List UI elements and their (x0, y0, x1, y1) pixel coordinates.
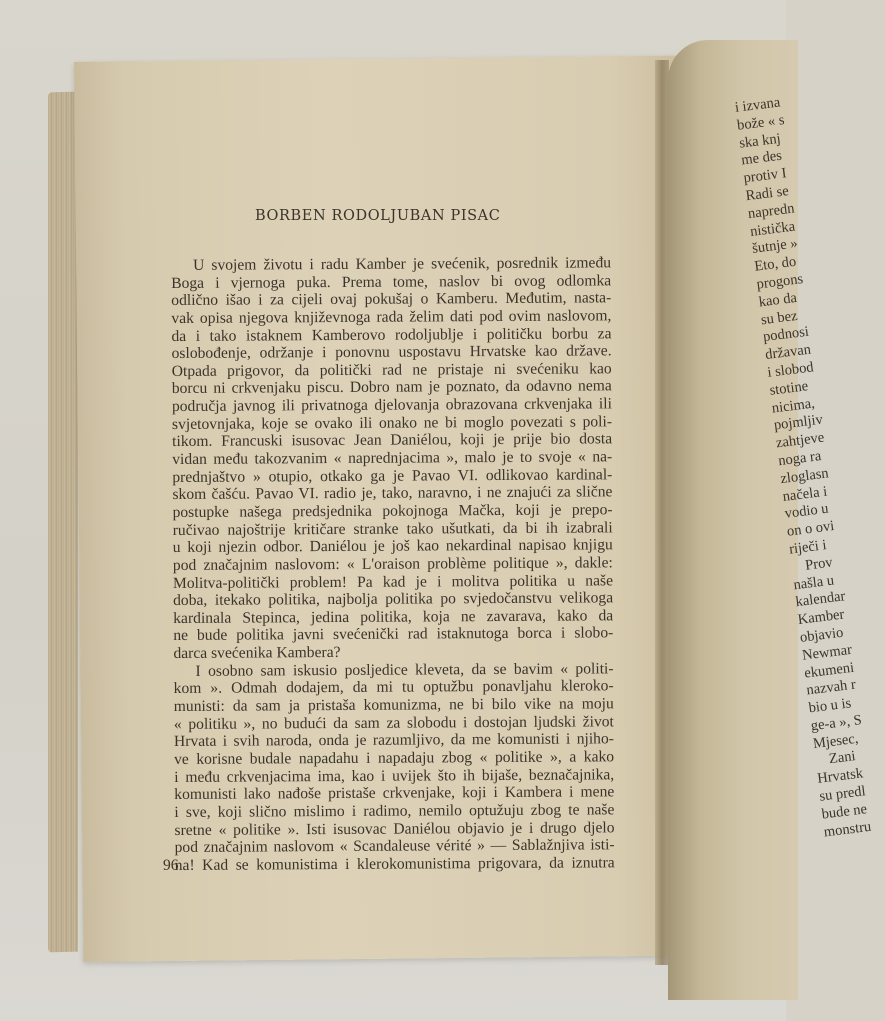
text-line: « politiku », no budući da sam za slobodu i dostojan ljudski život (173, 712, 614, 733)
facing-line: zahtjeve (775, 429, 826, 452)
facing-line: podnosi (762, 324, 810, 346)
facing-line: objavio (799, 624, 845, 646)
text-line: ve korisne budale napadahu i napadaju zbog « politike », a kako (174, 748, 615, 768)
text-line: pod značajnim naslovom: « L'oraison problème politique », dakle: (172, 554, 613, 574)
text-line: da i tako istaknem Kamberovo rodoljublje i političku borbu za (171, 324, 612, 345)
facing-line: nistička (749, 218, 796, 240)
text-line: borcu ni crkvenjaku piscu. Dobro nam je poznato, da odavno nema (171, 377, 612, 398)
text-line: Hrvata i svih naroda, onda je razumljivo, da me komunisti i njiho- (173, 730, 615, 751)
text-line: vidan među takozvanim « naprednjacima », malo je to svoje « na- (172, 448, 613, 469)
facing-line: bože « s (736, 111, 786, 134)
facing-line: bude ne (820, 801, 868, 823)
text-line: munisti: da sam ja pristaša komunizma, ne bi bilo vike na moju (173, 695, 614, 716)
facing-line: šutnje » (751, 235, 799, 258)
text-line: oslobođenje, održanje i ponovnu uspostavu Hrvatske kao države. (171, 342, 612, 363)
text-line: I osobno sam iskusio posljedice kleveta, da se bavim « politi- (195, 660, 614, 680)
facing-line: Zani (828, 748, 857, 768)
text-line: U svojem životu i radu Kamber je svećenik, posrednik između (192, 254, 612, 274)
facing-line: stotine (768, 377, 810, 399)
facing-line: našla u (792, 571, 835, 593)
chapter-title: BORBEN RODOLJUBAN PISAC (255, 208, 501, 224)
facing-line: napredn (747, 200, 796, 222)
text-line: i sve, koji slično mislimo i radimo, nemilo optužuju zbog te naše (174, 801, 615, 821)
text-line: kom ». Odmah dodajem, da mi tu optužbu ponavljahu kleroko- (173, 677, 614, 698)
facing-line: pojmljiv (773, 411, 824, 434)
facing-line: monstru (822, 818, 873, 841)
text-line: odlično išao i za cijeli ovaj pokušaj o Kamberu. Međutim, nasta- (171, 289, 612, 310)
facing-line: su predl (818, 783, 867, 805)
text-line: u koji njezin odbor. Daniélou je još kao nekardinal napisao knjigu (172, 536, 613, 557)
facing-line: on o ovi (786, 518, 836, 540)
facing-line: protiv I (742, 165, 788, 187)
text-line: Boga i vjernoga puka. Prema tome, naslov bi ovog odlomka (171, 271, 612, 292)
facing-line: riječi i (788, 537, 828, 558)
text-line: prednjaštvo » otupio, otkako ga je Pavao VI. odlikovao kardinal- (172, 465, 613, 486)
page-edges (48, 92, 78, 953)
facing-line: Kamber (796, 606, 846, 629)
facing-line: Mjesec, (812, 730, 860, 752)
text-line: područja javnog ili privatnoga djelovanja obrazovana crkvenjaka ili (171, 395, 612, 416)
text-line: svjetovnjaka, koje se ovako ili onako ne bi moglo povezati s poli- (171, 413, 613, 433)
facing-line: bio u is (807, 695, 853, 717)
facing-line: državan (764, 341, 812, 364)
text-line: kardinala Stepinca, jedina politika, koja ne zavarava, kako da (173, 607, 614, 627)
text-line: komunisti lako nađoše pristaše crkvenjake, koji i Kambera i mene (174, 783, 615, 804)
facing-line: progons (755, 270, 805, 293)
text-line: pod značajnim naslovom « Scandaleuse vérité » — Sablažnjiva isti- (174, 836, 615, 857)
text-line: postupke našega predsjednika pokojnoga Mačka, koji je prepo- (172, 501, 613, 521)
text-line: Molitva-politički problem! Pa kad je i molitva politika u naše (172, 571, 614, 592)
text-line: Otpada prigovor, da politički rad ne pristaje ni svećeniku kao (171, 360, 612, 380)
facing-line: nicima, (770, 395, 816, 417)
text-line: skom čašću. Pavao VI. radio je, tako, naravno, i ne znajući za slične (172, 483, 613, 504)
page-number: 96 (163, 857, 179, 874)
facing-line: Eto, do (753, 253, 798, 275)
facing-line: nazvah r (805, 676, 857, 699)
text-line: ručivao najoštrije kritičare stranke tako ušutkati, da bi ih izabrali (172, 518, 613, 539)
book-gutter (655, 60, 669, 965)
facing-line: i slobod (766, 359, 815, 381)
facing-line: Prov (804, 554, 834, 574)
facing-line: vodio u (783, 500, 830, 523)
text-line: tikom. Francuski isusovac Jean Daniélou, koji je prije bio dosta (172, 430, 613, 451)
text-line: sretne « politike ». Isti isusovac Daniélou objavio je i drugo djelo (174, 818, 615, 839)
facing-line: ekumeni (803, 659, 855, 682)
text-line: na! Kad se komunistima i klerokomunistima prigovara, da iznutra (174, 854, 615, 874)
facing-line: noga ra (777, 448, 823, 470)
text-line: ne bude politika javni svećenički rad istaknutoga borca i slobo- (173, 624, 614, 645)
facing-line: Hrvatsk (816, 765, 864, 788)
facing-line: kao da (757, 289, 798, 311)
facing-line: Radi se (744, 183, 790, 205)
facing-line: i izvana (734, 94, 782, 116)
facing-line: načela i (781, 483, 829, 505)
facing-line: Newmar (801, 641, 853, 664)
facing-line: ge-a », S (809, 712, 863, 735)
facing-line: kalendar (794, 588, 847, 611)
facing-line: su bez (760, 307, 799, 328)
facing-line: me des (740, 148, 783, 169)
facing-line: zloglasn (779, 465, 830, 487)
text-line: doba, itekako politika, najbolja politika po svjedočanstvu velikoga (173, 589, 614, 610)
facing-line: ska knj (738, 130, 782, 152)
text-line: i među crkvenjacima ima, kao i uvijek što ih bijaše, beznačajnika, (174, 765, 615, 786)
text-line: darca svećenika Kambera? (173, 644, 341, 663)
text-line: vak opisa njegova književnoga rada želim dati pod ovim naslovom, (171, 307, 612, 327)
body-text (171, 254, 615, 874)
